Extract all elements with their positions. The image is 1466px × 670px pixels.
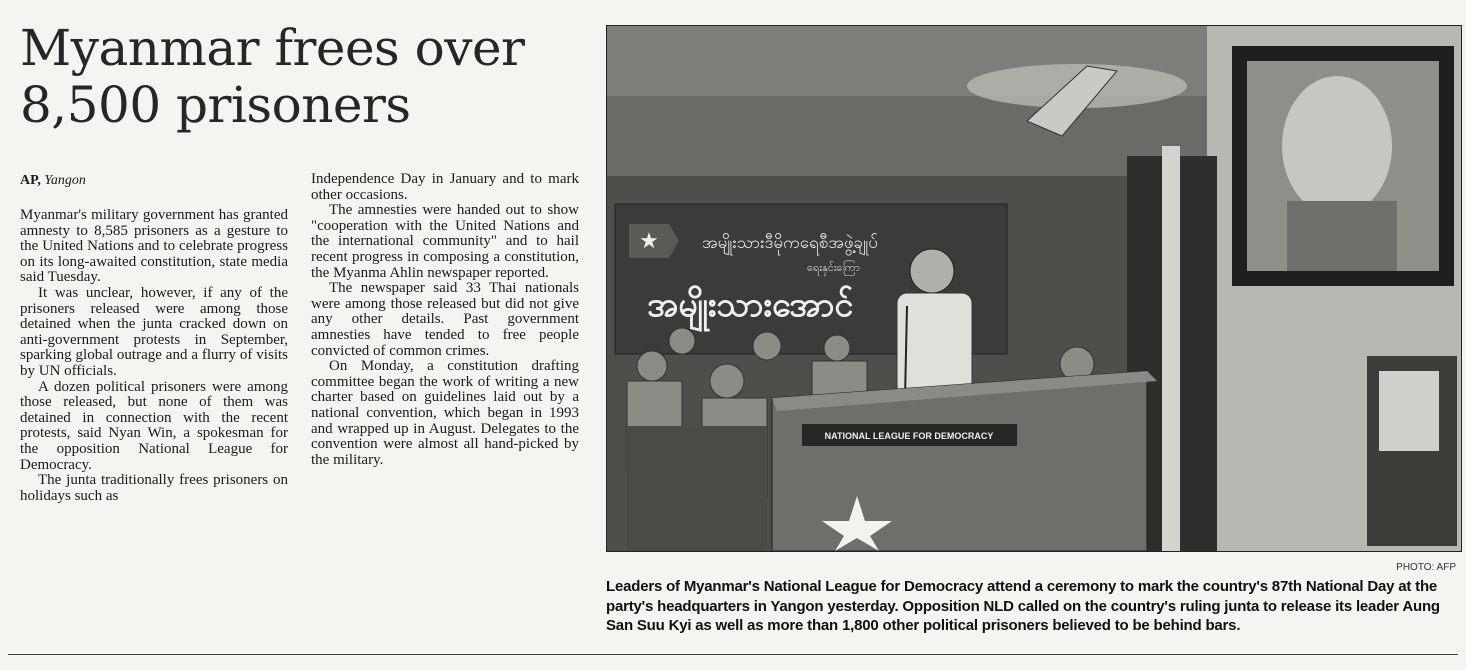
svg-text:★: ★ [639,229,659,254]
banner-text-large: အမျိုးသားအောင် [647,285,854,325]
headline: Myanmar frees over 8,500 prisoners [20,19,525,134]
article-paragraph: The amnesties were handed out to show "cooperation with the United Nations and the international community" and to hail recent progress in composing a constitution, the Myanma Ahlin newspaper reported. [311,202,579,281]
article-paragraph: The newspaper said 33 Thai nationals were among those released but did not give any other details. Past government amnesties have tended to free people convicted of common crimes. [311,280,579,359]
article-paragraph: Myanmar's military government has granted amnesty to 8,585 prisoners as a gesture to the United Nations and to celebrate progress on its long-awaited constitution, state media said Tuesday. [20,207,288,286]
photo-credit: PHOTO: AFP [1396,562,1456,573]
banner-text: အမျိုးသားဒီမိုကရေစီအဖွဲ့ချုပ် [702,233,878,253]
byline-location: Yangon [44,173,86,188]
article-paragraph: Independence Day in January and to mark other occasions. [311,171,579,203]
article-paragraph: The junta traditionally frees prisoners on holidays such as [20,472,288,504]
byline [20,173,86,189]
article-column-2 [311,172,579,468]
banner-subtext: ရေးနှင်းကြော [807,261,860,274]
article-paragraph: It was unclear, however, if any of the prisoners released were among those detained when the junta cracked down on anti-government protests in September, sparking global outrage and a flurry of visits by UN officials. [20,284,288,379]
article-column-1 [20,208,288,504]
byline-agency: AP, [20,173,41,188]
article-paragraph: On Monday, a constitution drafting committee began the work of writing a new charter based on guidelines laid out by a national convention, which began in 1993 and wrapped up in August. Delegates to the convention were almost all hand-picked by the military. [311,358,579,468]
bottom-rule [8,654,1458,655]
article-paragraph: A dozen political prisoners were among those released, but none of them was detained in connection with the recent protests, said Nyan Win, a spokesman for the opposition National League for Democracy. [20,378,288,473]
podium-text: NATIONAL LEAGUE FOR DEMOCRACY [824,431,994,441]
photo-caption: Leaders of Myanmar's National League for Democracy attend a ceremony to mark the country's 87th National Day at the party's headquarters in Yangon yesterday. Opposition NLD called on the country's ruling junta to release its leader Aung San Suu Kyi as well as more than 1,800 other political prisoners believed to be behind bars. [606,578,1440,635]
news-photo [606,25,1462,552]
